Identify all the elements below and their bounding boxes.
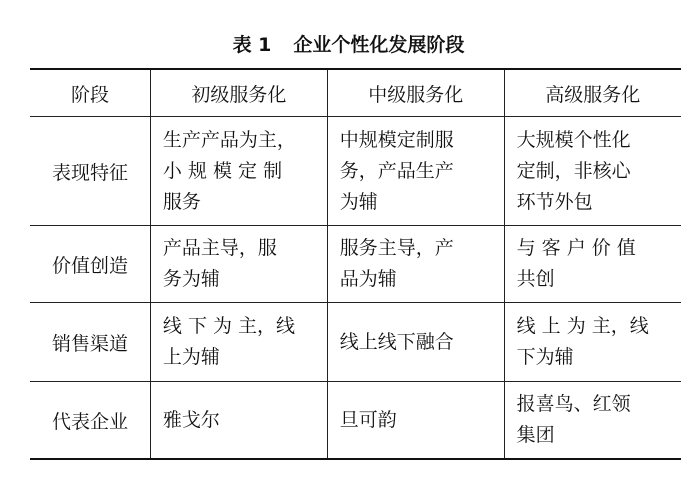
cell-line: 定制，非核心 <box>516 159 631 182</box>
cell-line: 报喜鸟、红领 <box>516 393 631 415</box>
stages-table <box>30 68 681 460</box>
table-cell <box>327 382 504 460</box>
table-row <box>30 303 681 382</box>
header-stage: 阶段 <box>30 69 150 117</box>
cell-line: 品为辅 <box>339 268 397 290</box>
cell-line: 旦可韵 <box>339 408 397 431</box>
table-row <box>30 226 681 303</box>
cell-line: 上为辅 <box>162 346 220 368</box>
cell-line: 线上线下融合 <box>339 330 454 353</box>
header-primary: 初级服务化 <box>150 69 327 117</box>
table-row <box>30 117 681 226</box>
table-cell <box>150 117 327 226</box>
table-number: 表 1 <box>232 34 272 56</box>
cell-line: 务为辅 <box>162 268 220 290</box>
table-row <box>30 382 681 460</box>
table-caption <box>0 30 697 57</box>
table-cell <box>150 382 327 460</box>
table-cell <box>504 382 681 460</box>
cell-line: 生产产品为主， <box>162 128 296 151</box>
header-intermediate: 中级服务化 <box>327 69 504 117</box>
table-cell <box>504 303 681 382</box>
cell-line: 服务主导，产 <box>339 237 454 259</box>
table-title: 企业个性化发展阶段 <box>293 34 465 56</box>
table-header-row <box>30 69 681 117</box>
cell-line: 服务 <box>162 190 201 213</box>
header-advanced: 高级服务化 <box>504 69 681 117</box>
cell-line: 线 下 为 主，线 <box>162 315 296 337</box>
table-cell <box>504 117 681 226</box>
cell-line: 小 规 模 定 制 <box>162 159 283 182</box>
cell-line: 线 上 为 主，线 <box>516 315 649 337</box>
cell-line: 产品主导，服 <box>162 237 277 259</box>
cell-line: 大规模个性化 <box>516 128 631 151</box>
cell-line: 环节外包 <box>516 190 593 213</box>
row-label: 代表企业 <box>30 382 150 460</box>
row-label: 价值创造 <box>30 226 150 303</box>
table-cell <box>150 303 327 382</box>
cell-line: 集团 <box>516 424 555 446</box>
cell-line: 为辅 <box>339 190 378 213</box>
table-cell <box>150 226 327 303</box>
cell-line: 共创 <box>516 268 555 290</box>
cell-line: 雅戈尔 <box>162 408 220 431</box>
table-cell <box>504 226 681 303</box>
table-cell <box>327 226 504 303</box>
cell-line: 中规模定制服 <box>339 128 454 151</box>
table-cell <box>327 117 504 226</box>
row-label: 销售渠道 <box>30 303 150 382</box>
table-cell <box>327 303 504 382</box>
cell-line: 务，产品生产 <box>339 159 454 182</box>
cell-line: 与 客 户 价 值 <box>516 237 636 259</box>
cell-line: 下为辅 <box>516 346 574 368</box>
row-label: 表现特征 <box>30 117 150 226</box>
